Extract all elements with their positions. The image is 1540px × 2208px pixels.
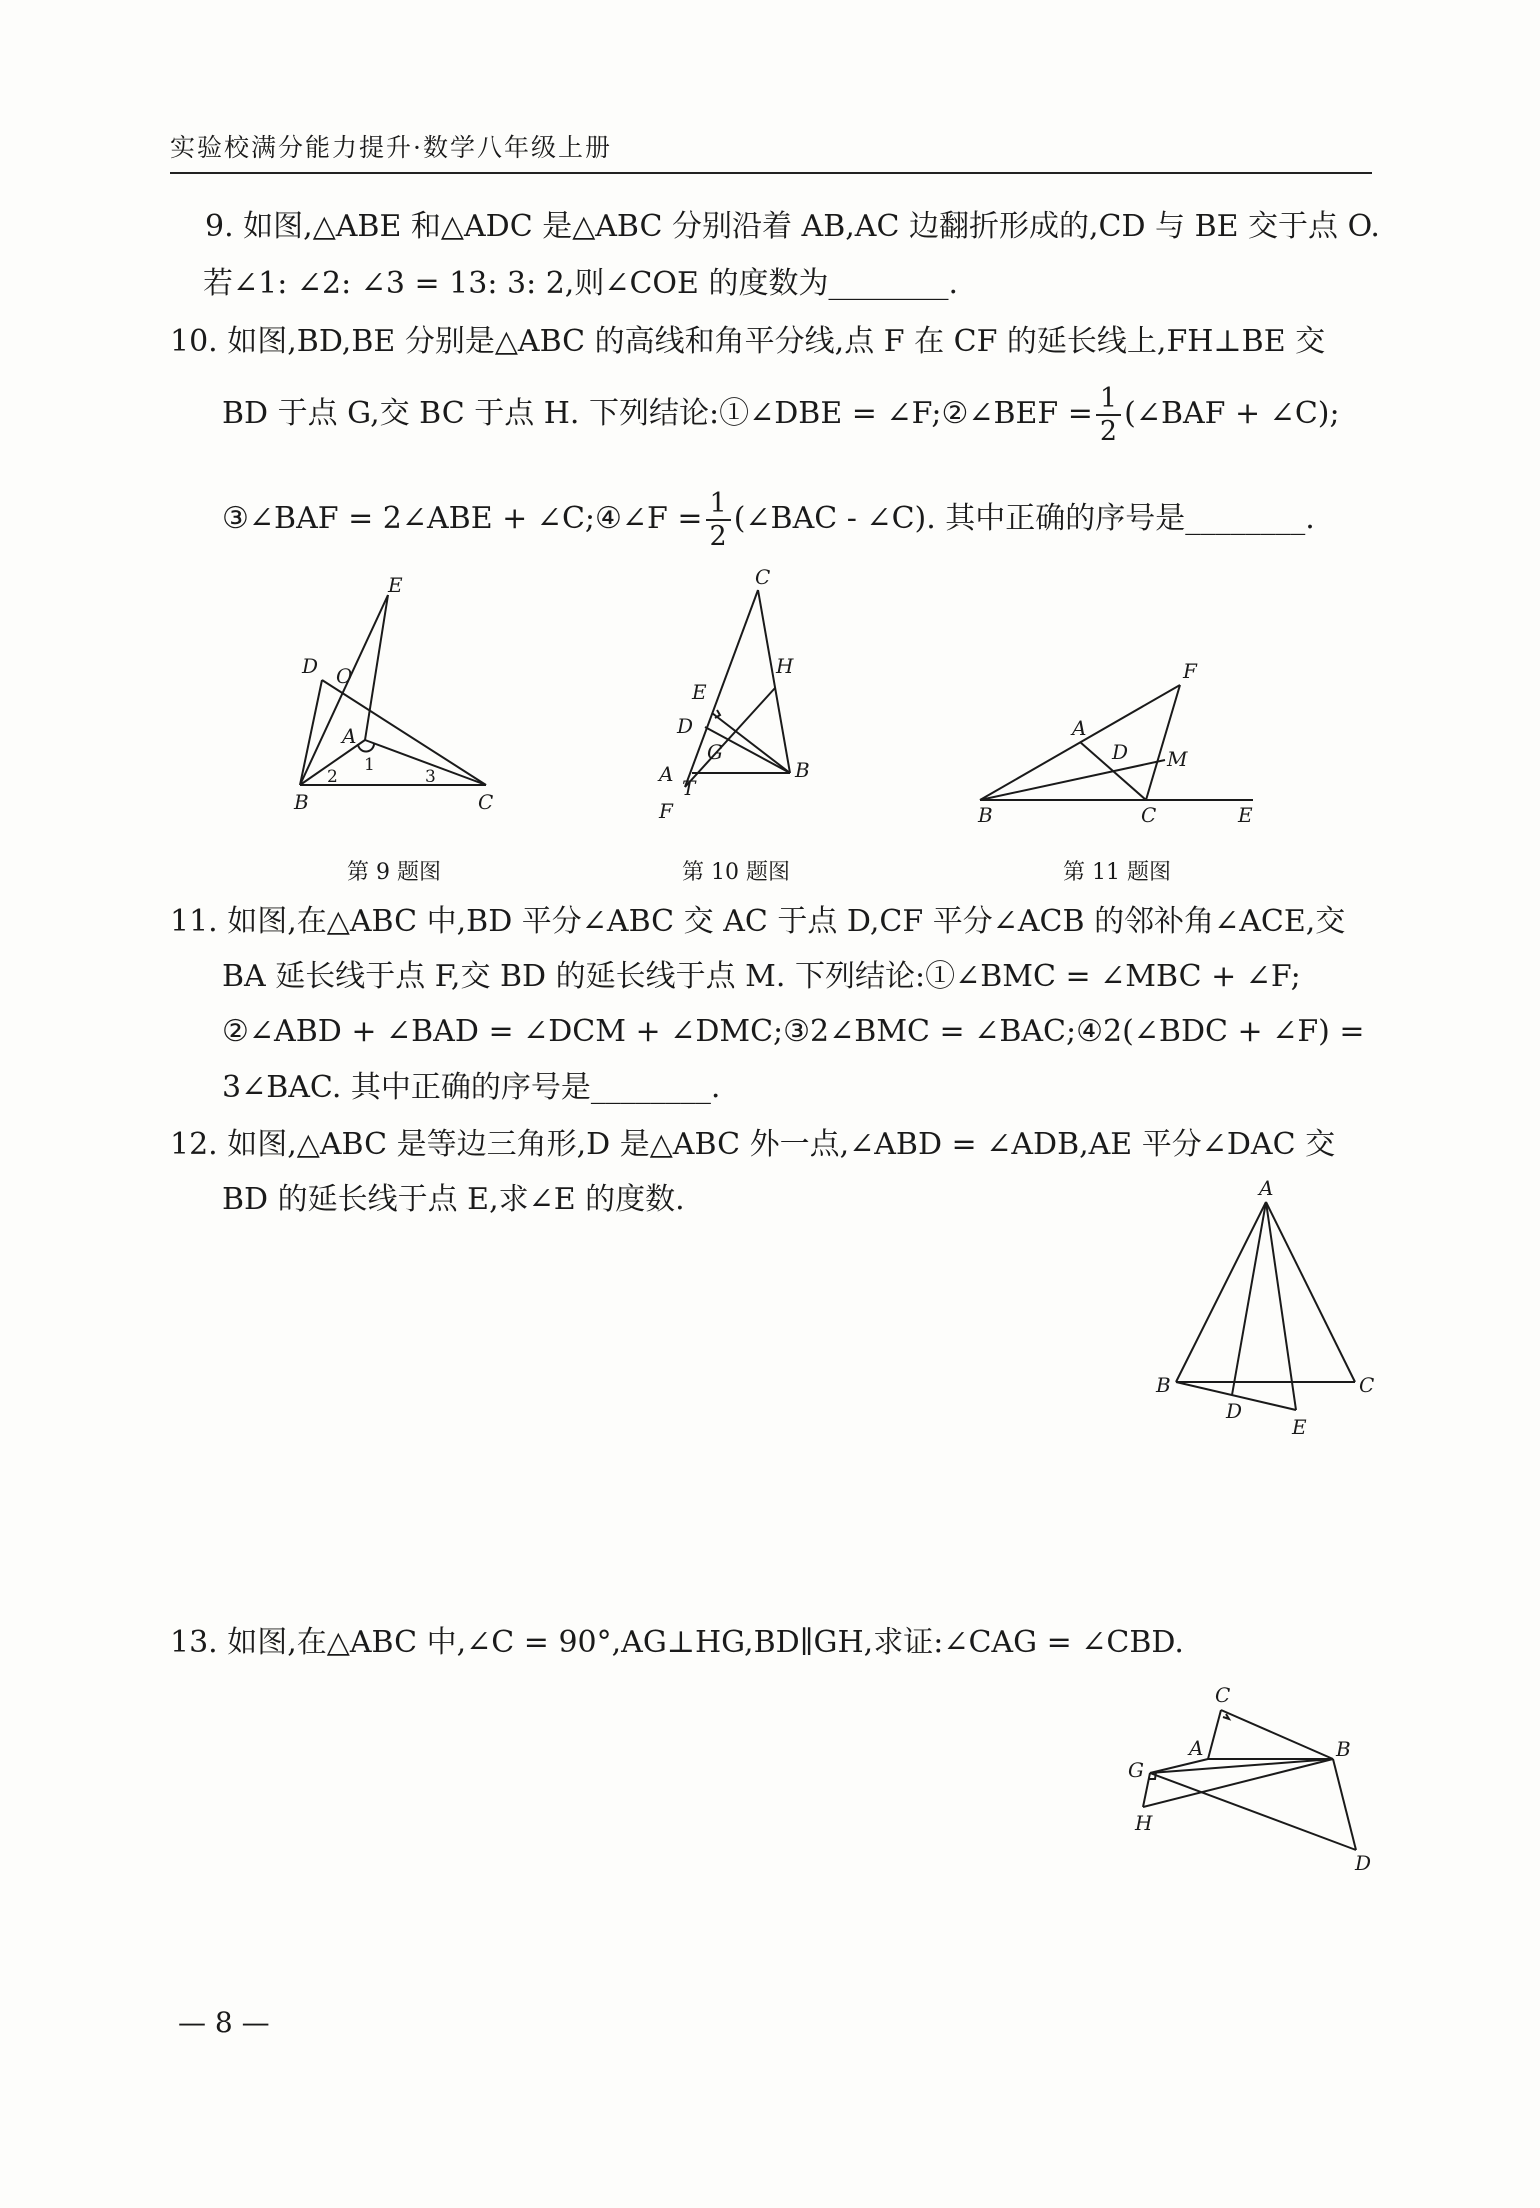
q10-line3-text-a: ③∠BAF = 2∠ABE + ∠C;④∠F = [222, 501, 703, 537]
fig13-label-c: C [1215, 1683, 1231, 1707]
fig13-segment-ca [1208, 1710, 1221, 1759]
q12-line1: 12. 如图,△ABC 是等边三角形,D 是△ABC 外一点,∠ABD = ∠ADB,AE 平分∠DAC 交 [170, 1127, 1336, 1162]
q10-line2 [222, 383, 1340, 447]
fig10-label-t: T [682, 776, 696, 800]
fig12-label-c: C [1359, 1373, 1375, 1397]
q11-line4: 3∠BAC. 其中正确的序号是________. [222, 1070, 721, 1105]
fig9-caption: 第 9 题图 [347, 860, 441, 885]
fig9-label-a: A [342, 724, 357, 748]
page-number: — 8 — [178, 2006, 270, 2039]
fig9-label-c: C [478, 790, 494, 814]
figure-13 [1120, 1675, 1380, 1875]
fig13-label-a: A [1189, 1736, 1204, 1760]
q10-line3 [222, 488, 1315, 552]
fig12-label-a: A [1259, 1176, 1274, 1200]
figure-12 [1150, 1170, 1380, 1460]
book-title: 实验校满分能力提升·数学八年级上册 [170, 133, 612, 162]
fig10-label-a: A [659, 762, 674, 786]
fig10-label-g: G [707, 740, 723, 764]
fig12-label-b: B [1156, 1373, 1171, 1397]
fig13-segment-gh [1143, 1773, 1150, 1807]
fig11-label-e: E [1238, 803, 1253, 827]
fig12-label-e: E [1292, 1415, 1307, 1439]
fig13-label-g: G [1128, 1758, 1144, 1782]
fig11-label-c: C [1141, 803, 1157, 827]
fig11-label-m: M [1167, 747, 1188, 771]
fig13-segment-bd [1333, 1759, 1356, 1850]
fig9-segment-ea [365, 595, 388, 740]
fig12-segment-ad [1232, 1202, 1266, 1395]
fig13-right-angle-c [1223, 1714, 1229, 1719]
fig11-caption: 第 11 题图 [1063, 860, 1171, 885]
q11-line2: BA 延长线于点 F,交 BD 的延长线于点 M. 下列结论:①∠BMC = ∠MBC + ∠F; [222, 959, 1301, 994]
fig10-caption: 第 10 题图 [682, 860, 790, 885]
fig10-segment-cb [758, 590, 790, 773]
fig10-right-angle-mark [715, 710, 720, 718]
fig9-label-o: O [336, 664, 353, 688]
fraction-numerator: 1 [706, 488, 731, 521]
fig9-angle-1: 1 [364, 755, 375, 775]
fig13-label-h: H [1135, 1811, 1153, 1835]
fig13-segment-gd [1150, 1773, 1356, 1850]
fraction-denominator: 2 [1099, 416, 1118, 448]
fig13-segment-cb [1221, 1710, 1333, 1759]
figure-11 [970, 655, 1270, 830]
fig9-angle-3: 3 [425, 767, 436, 787]
fig13-label-d: D [1355, 1851, 1372, 1875]
fig11-segment-bm [980, 760, 1165, 800]
fig12-label-d: D [1226, 1399, 1243, 1423]
fig9-segment-bd [300, 680, 322, 785]
q10-line3-text-b: (∠BAC - ∠C). 其中正确的序号是________. [733, 501, 1315, 537]
fig11-label-f: F [1183, 659, 1197, 683]
fig9-label-d: D [302, 654, 319, 678]
fraction-one-half [706, 488, 731, 552]
fig10-label-c: C [755, 565, 771, 589]
q12-line2: BD 的延长线于点 E,求∠E 的度数. [222, 1182, 685, 1217]
page-header [170, 128, 1372, 174]
fig11-label-b: B [978, 803, 993, 827]
q9-line1: 9. 如图,△ABE 和△ADC 是△ABC 分别沿着 AB,AC 边翻折形成的,CD 与 BE 交于点 O. [205, 209, 1380, 244]
fraction-denominator: 2 [709, 521, 727, 553]
fig9-angle-2: 2 [327, 767, 338, 787]
fig10-label-f: F [659, 799, 673, 823]
figure-9 [290, 575, 510, 825]
q10-line2-text-a: BD 于点 G,交 BC 于点 H. 下列结论:①∠DBE = ∠F;②∠BEF = [222, 396, 1093, 432]
q13-line1: 13. 如图,在△ABC 中,∠C = 90°,AG⊥HG,BD∥GH,求证:∠CAG = ∠CBD. [170, 1625, 1184, 1660]
fig9-label-e: E [388, 573, 403, 597]
figure-10 [650, 565, 840, 830]
fraction-numerator: 1 [1096, 383, 1121, 416]
fig13-label-b: B [1336, 1737, 1351, 1761]
fig12-segment-ab [1176, 1202, 1266, 1382]
q10-line1: 10. 如图,BD,BE 分别是△ABC 的高线和角平分线,点 F 在 CF 的延长线上,FH⊥BE 交 [170, 324, 1326, 359]
fig9-label-b: B [294, 790, 309, 814]
fig10-label-h: H [776, 654, 794, 678]
fig10-label-d: D [677, 714, 694, 738]
q11-line3: ②∠ABD + ∠BAD = ∠DCM + ∠DMC;③2∠BMC = ∠BAC;④2(∠BDC + ∠F) = [222, 1014, 1365, 1049]
q11-line1: 11. 如图,在△ABC 中,BD 平分∠ABC 交 AC 于点 D,CF 平分∠ACB 的邻补角∠ACE,交 [170, 904, 1346, 939]
fig10-label-e: E [692, 680, 707, 704]
fig10-label-b: B [795, 758, 810, 782]
q10-line2-text-b: (∠BAF + ∠C); [1124, 396, 1340, 432]
fig11-label-d: D [1112, 740, 1129, 764]
q9-line2: 若∠1: ∠2: ∠3 = 13: 3: 2,则∠COE 的度数为________. [203, 266, 958, 301]
fraction-one-half [1096, 383, 1121, 447]
fig11-label-a: A [1072, 716, 1087, 740]
